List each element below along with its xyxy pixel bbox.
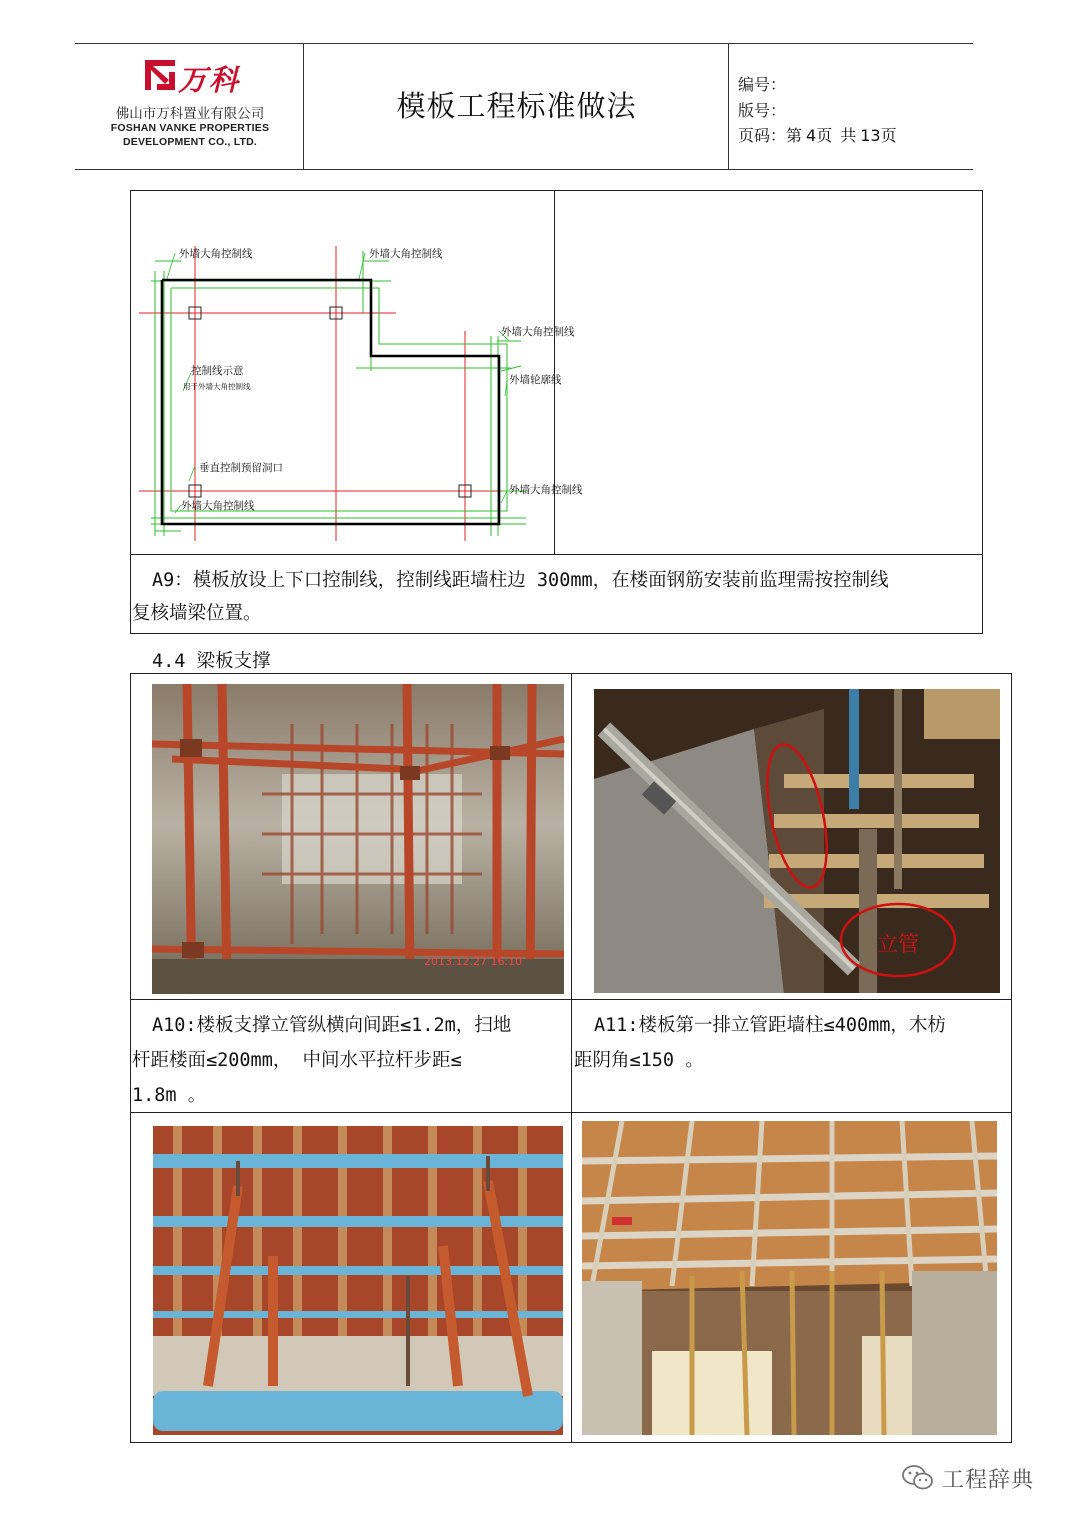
wechat-watermark [902,1458,1034,1498]
caption-a11-line2: 距阴角≤150 。 [574,1050,704,1071]
document-title: 模板工程标准做法 [396,89,637,123]
company-name-en-line2: DEVELOPMENT CO., LTD. [122,136,258,148]
caption-a10-line2: 杆距楼面≤200mm， 中间水平拉杆步距≤ [132,1050,462,1071]
doc-number-label: 编号： [738,75,787,94]
company-logo [90,58,290,158]
label-vertical-hole: 垂直控制预留洞口 [199,462,283,474]
photo2-annotation-label: 立管 [877,932,919,956]
page-total: 13 [860,126,881,145]
doc-version-label: 版号： [738,101,787,120]
watermark-text: 工程辞典 [942,1467,1035,1493]
section-title: 4.4 梁板支撑 [152,651,271,672]
page-current-prefix: 第 [786,126,803,145]
doc-version-field [738,98,786,121]
wechat-icon [902,1464,934,1492]
photo-slab-support-blue-pipes [153,1126,563,1435]
header-bottom-rule [75,169,973,170]
doc-number-field [738,72,786,95]
page-total-prefix: 共 [840,126,857,145]
photo-vertical-pipe-detail [594,689,1000,993]
vanke-logo-icon [143,58,177,92]
header-top-rule [75,43,973,44]
photo-table-divider [571,673,572,1443]
label-corner-top-middle: 外墙大角控制线 [369,248,443,260]
diagram-caption-divider [130,554,983,555]
green-offset-lines [151,251,526,536]
photo-scaffold-frame [152,684,564,994]
label-wall-outline: 外墙轮廓线 [509,374,562,386]
header-divider-left [303,44,304,170]
logo-brand-text: 万科 [178,63,241,97]
caption-a10-line3: 1.8m 。 [132,1085,207,1106]
page-number-field [738,123,897,146]
caption-a9-line1: A9：模板放设上下口控制线，控制线距墙柱边 300mm，在楼面钢筋安装前监理需按控制线 [152,570,889,591]
diagram-table-divider [554,190,555,555]
label-control-demo-sub: 用于外墙大角控制线 [183,382,251,391]
photo-table-row2-rule [130,1112,1012,1113]
label-control-demo: 控制线示意 [191,365,244,377]
control-line-diagram [131,191,583,554]
caption-a11-line1: A11:楼板第一排立管距墙柱≤400mm，木枋 [594,1015,946,1036]
label-corner-right-upper: 外墙大角控制线 [501,326,575,338]
page-current-suffix: 页 [816,126,833,145]
company-name-en-line1: FOSHAN VANKE PROPERTIES [110,122,270,134]
photo1-timestamp: 2013.12.27 16:10 [424,955,523,968]
page-label: 页码： [738,126,787,145]
photo-table-row1-rule [130,999,1012,1000]
caption-a10-line1: A10:楼板支撑立管纵横向间距≤1.2m，扫地 [152,1015,512,1036]
label-corner-top-left: 外墙大角控制线 [179,248,253,260]
page-current: 4 [806,126,817,145]
company-name-cn: 佛山市万科置业有限公司 [115,106,265,122]
photo-slab-support-system [582,1121,997,1435]
header-divider-right [728,44,729,170]
label-corner-bottom-left: 外墙大角控制线 [181,500,255,512]
page-total-suffix: 页 [880,126,897,145]
label-corner-bottom-right: 外墙大角控制线 [509,484,583,496]
caption-a9-line2: 复核墙梁位置。 [132,603,262,624]
